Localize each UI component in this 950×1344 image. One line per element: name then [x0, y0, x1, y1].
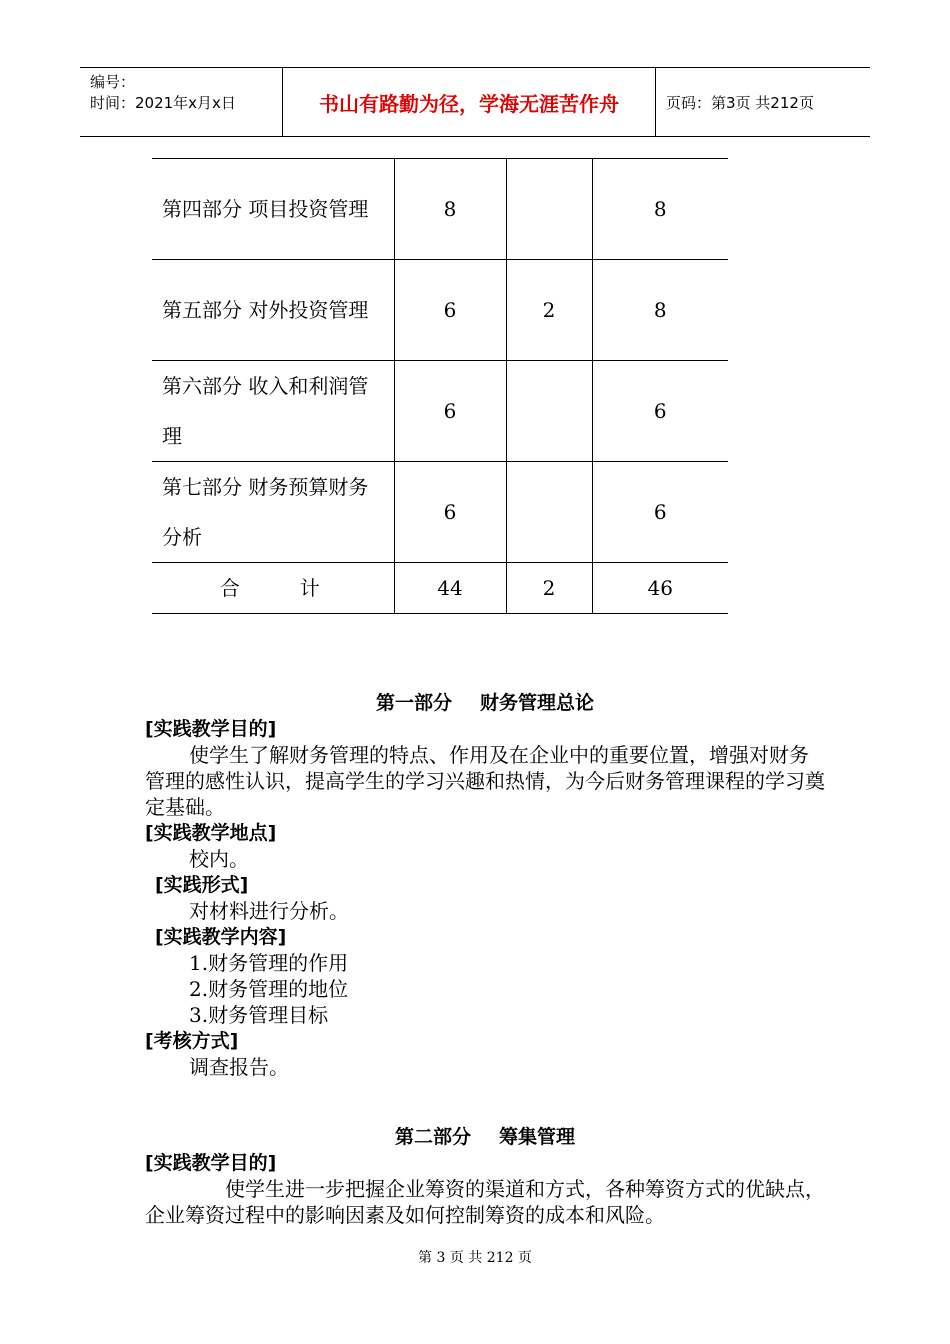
row-value-a: 6 [394, 260, 506, 361]
row-name: 第四部分 项目投资管理 [152, 159, 394, 260]
table-total-row [152, 563, 728, 614]
total-label: 合计 [152, 563, 394, 614]
table-row [152, 159, 728, 260]
page-header [80, 67, 870, 137]
total-value-a: 44 [394, 563, 506, 614]
row-value-a: 6 [394, 462, 506, 563]
date-label: 时间：2021年x月x日 [90, 94, 236, 112]
part2-goal-text: 使学生进一步把握企业筹资的渠道和方式，各种筹资方式的优缺点，企业筹资过程中的影响因素及如何控制筹资的成本和风险。 [145, 1177, 825, 1227]
row-value-b [506, 462, 592, 563]
row-name: 第七部分 财务预算财务分析 [152, 462, 394, 563]
part2-goal-label: [实践教学目的] [145, 1152, 277, 1174]
header-meta [80, 68, 282, 136]
row-name: 第五部分 对外投资管理 [152, 260, 394, 361]
total-value-c: 46 [592, 563, 728, 614]
table-row [152, 260, 728, 361]
part2-title-name: 筹集管理 [499, 1126, 576, 1148]
table-row [152, 462, 728, 563]
part1-goal-label: [实践教学目的] [145, 718, 277, 740]
header-motto: 书山有路勤为径，学海无涯苦作舟 [282, 68, 656, 136]
part2-section [145, 1124, 825, 1228]
row-value-a: 8 [394, 159, 506, 260]
hours-table [152, 158, 728, 614]
header-page-label: 页码：第3页 共212页 [666, 93, 814, 112]
part2-title-number: 第二部分 [394, 1126, 471, 1148]
part1-form-label: [实践形式] [155, 874, 249, 896]
part1-assess-text: 调查报告。 [189, 1055, 289, 1079]
part1-place-label: [实践教学地点] [145, 822, 277, 844]
total-value-b: 2 [506, 563, 592, 614]
part1-content-label: [实践教学内容] [155, 926, 287, 948]
serial-label: 编号： [90, 73, 136, 91]
row-value-c: 6 [592, 361, 728, 462]
part1-form-text: 对材料进行分析。 [189, 899, 349, 923]
row-value-b [506, 361, 592, 462]
page-footer: 第 3 页 共 212 页 [418, 1250, 532, 1266]
row-value-c: 6 [592, 462, 728, 563]
row-value-c: 8 [592, 159, 728, 260]
part1-content-item: 3.财务管理目标 [189, 1003, 329, 1027]
part1-title [145, 690, 825, 716]
part1-content-item: 1.财务管理的作用 [189, 951, 349, 975]
part1-goal-text: 使学生了解财务管理的特点、作用及在企业中的重要位置，增强对财务管理的感性认识，提高学生的学习兴趣和热情，为今后财务管理课程的学习奠定基础。 [145, 743, 825, 819]
row-value-b: 2 [506, 260, 592, 361]
part1-content-item: 2.财务管理的地位 [189, 977, 349, 1001]
table-row [152, 361, 728, 462]
part1-place-text: 校内。 [189, 847, 249, 871]
part1-assess-label: [考核方式] [145, 1030, 239, 1052]
row-name: 第六部分 收入和利润管理 [152, 361, 394, 462]
part1-title-number: 第一部分 [375, 692, 452, 714]
row-value-b [506, 159, 592, 260]
row-value-c: 8 [592, 260, 728, 361]
part1-section [145, 690, 825, 1080]
row-value-a: 6 [394, 361, 506, 462]
part1-title-name: 财务管理总论 [480, 692, 595, 714]
part2-title [145, 1124, 825, 1150]
